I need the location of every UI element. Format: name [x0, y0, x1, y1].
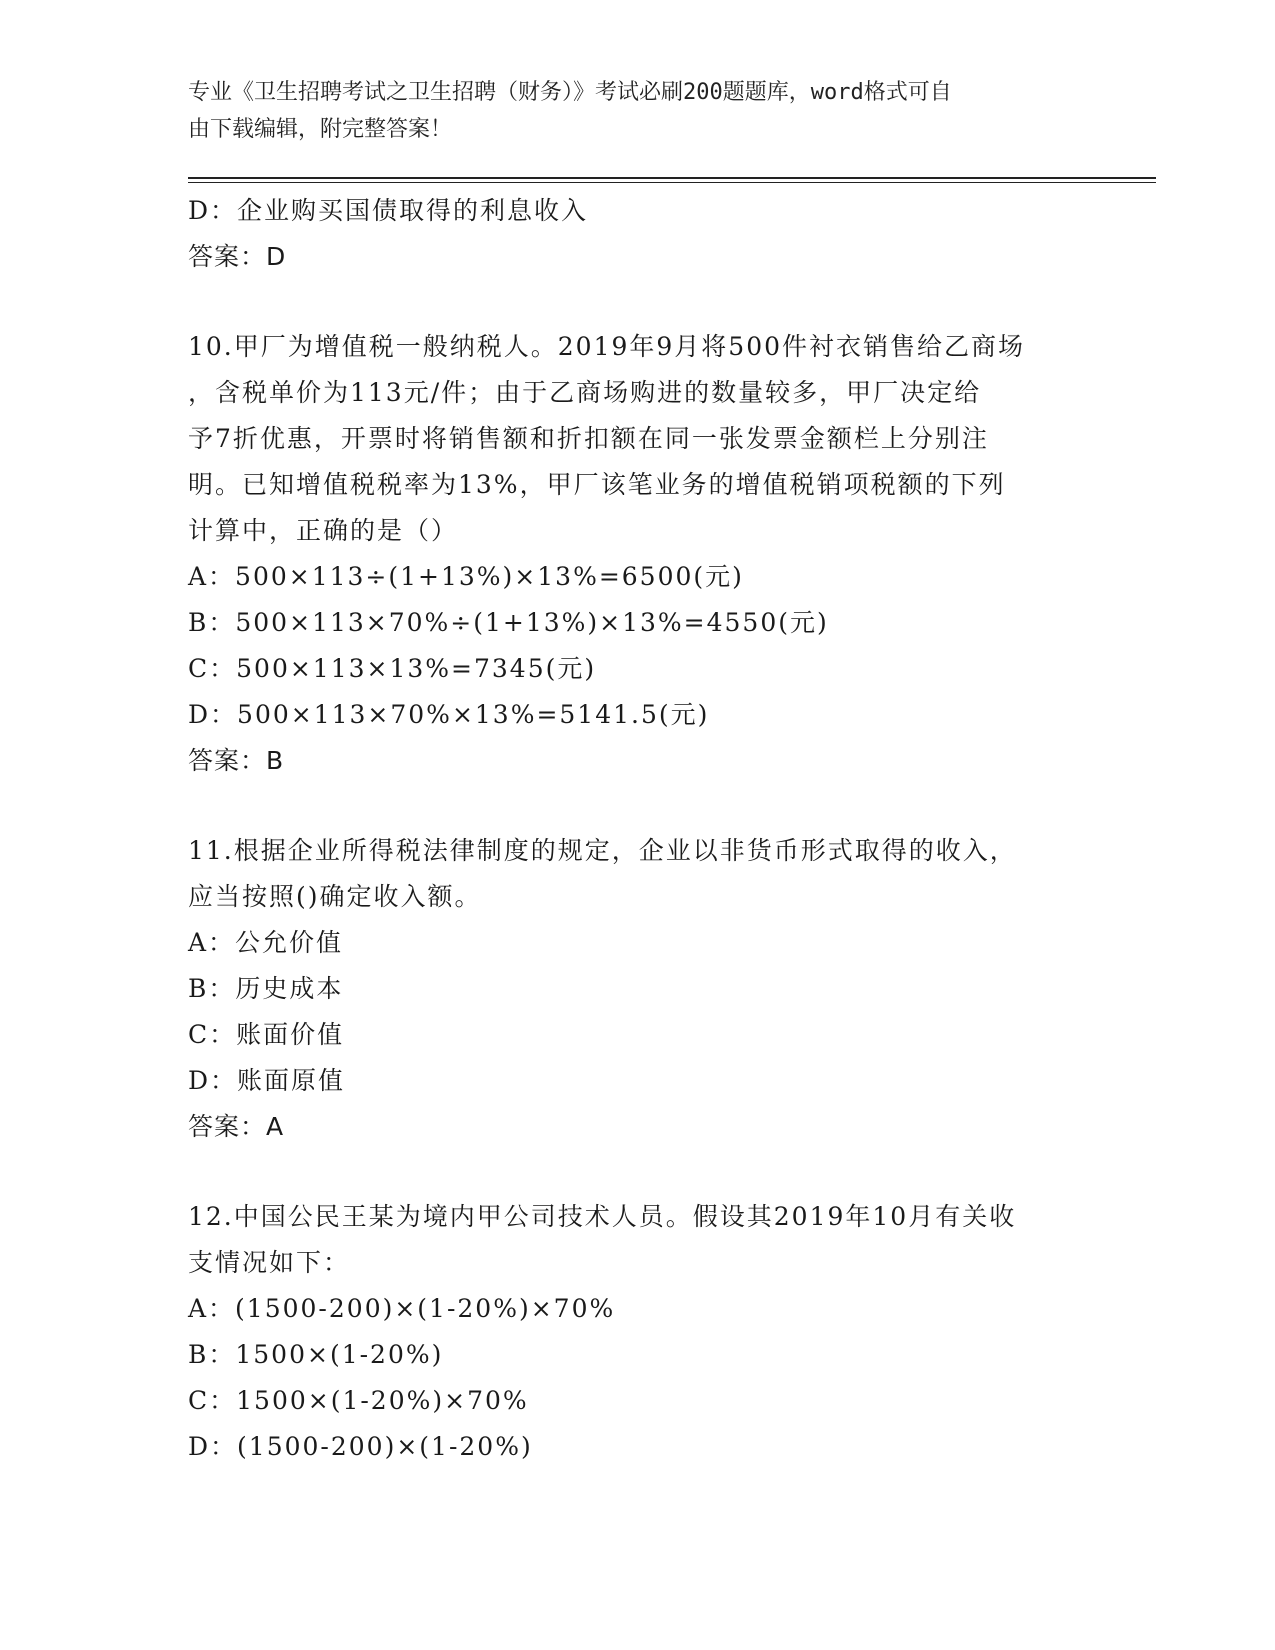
option-a: A：公允价值 [188, 928, 344, 957]
question-text-line: 应当按照()确定收入额。 [188, 882, 482, 911]
question-text-line: 明。已知增值税税率为13%，甲厂该笔业务的增值税销项税额的下列 [188, 470, 1006, 499]
question-text-line: 12.中国公民王某为境内甲公司技术人员。假设其2019年10月有关收 [188, 1202, 1017, 1231]
header-line-1: 专业《卫生招聘考试之卫生招聘（财务）》考试必刷200题题库，word格式可自 [188, 80, 952, 105]
question-11 [188, 828, 1088, 1150]
option-d: D：账面原值 [188, 1066, 346, 1095]
document-body [188, 188, 1088, 1470]
question-text-line: 10.甲厂为增值税一般纳税人。2019年9月将500件衬衣销售给乙商场 [188, 332, 1026, 361]
question-text-line: 支情况如下： [188, 1248, 351, 1277]
option-d: D：500×113×70%×13%=5141.5(元) [188, 700, 710, 729]
option-a: A：500×113÷(1+13%)×13%=6500(元) [188, 562, 744, 591]
question-12 [188, 1194, 1088, 1470]
question-text-line: 予7折优惠，开票时将销售额和折扣额在同一张发票金额栏上分别注 [188, 424, 989, 453]
question-text-line: ，含税单价为113元/件；由于乙商场购进的数量较多，甲厂决定给 [188, 378, 982, 407]
header-rule-thin [188, 182, 1156, 183]
option-b: B：1500×(1-20%) [188, 1340, 444, 1369]
question-text-line: 11.根据企业所得税法律制度的规定，企业以非货币形式取得的收入， [188, 836, 1017, 865]
option-b: B：500×113×70%÷(1+13%)×13%=4550(元) [188, 608, 829, 637]
question-text-line: 计算中，正确的是（） [188, 516, 459, 545]
option-c: C：500×113×13%=7345(元) [188, 654, 597, 683]
prev-answer: 答案：D [188, 242, 287, 271]
option-a: A：(1500-200)×(1-20%)×70% [188, 1294, 616, 1323]
option-b: B：历史成本 [188, 974, 344, 1003]
option-c: C：账面价值 [188, 1020, 345, 1049]
answer: 答案：B [188, 746, 285, 775]
page-header [188, 74, 1068, 148]
header-rule-thick [188, 177, 1156, 179]
option-d: D：(1500-200)×(1-20%) [188, 1432, 533, 1461]
question-10 [188, 324, 1088, 784]
option-c: C：1500×(1-20%)×70% [188, 1386, 529, 1415]
prev-option-d: D：企业购买国债取得的利息收入 [188, 196, 589, 225]
answer: 答案：A [188, 1112, 285, 1141]
header-line-2: 由下载编辑，附完整答案！ [188, 117, 453, 142]
